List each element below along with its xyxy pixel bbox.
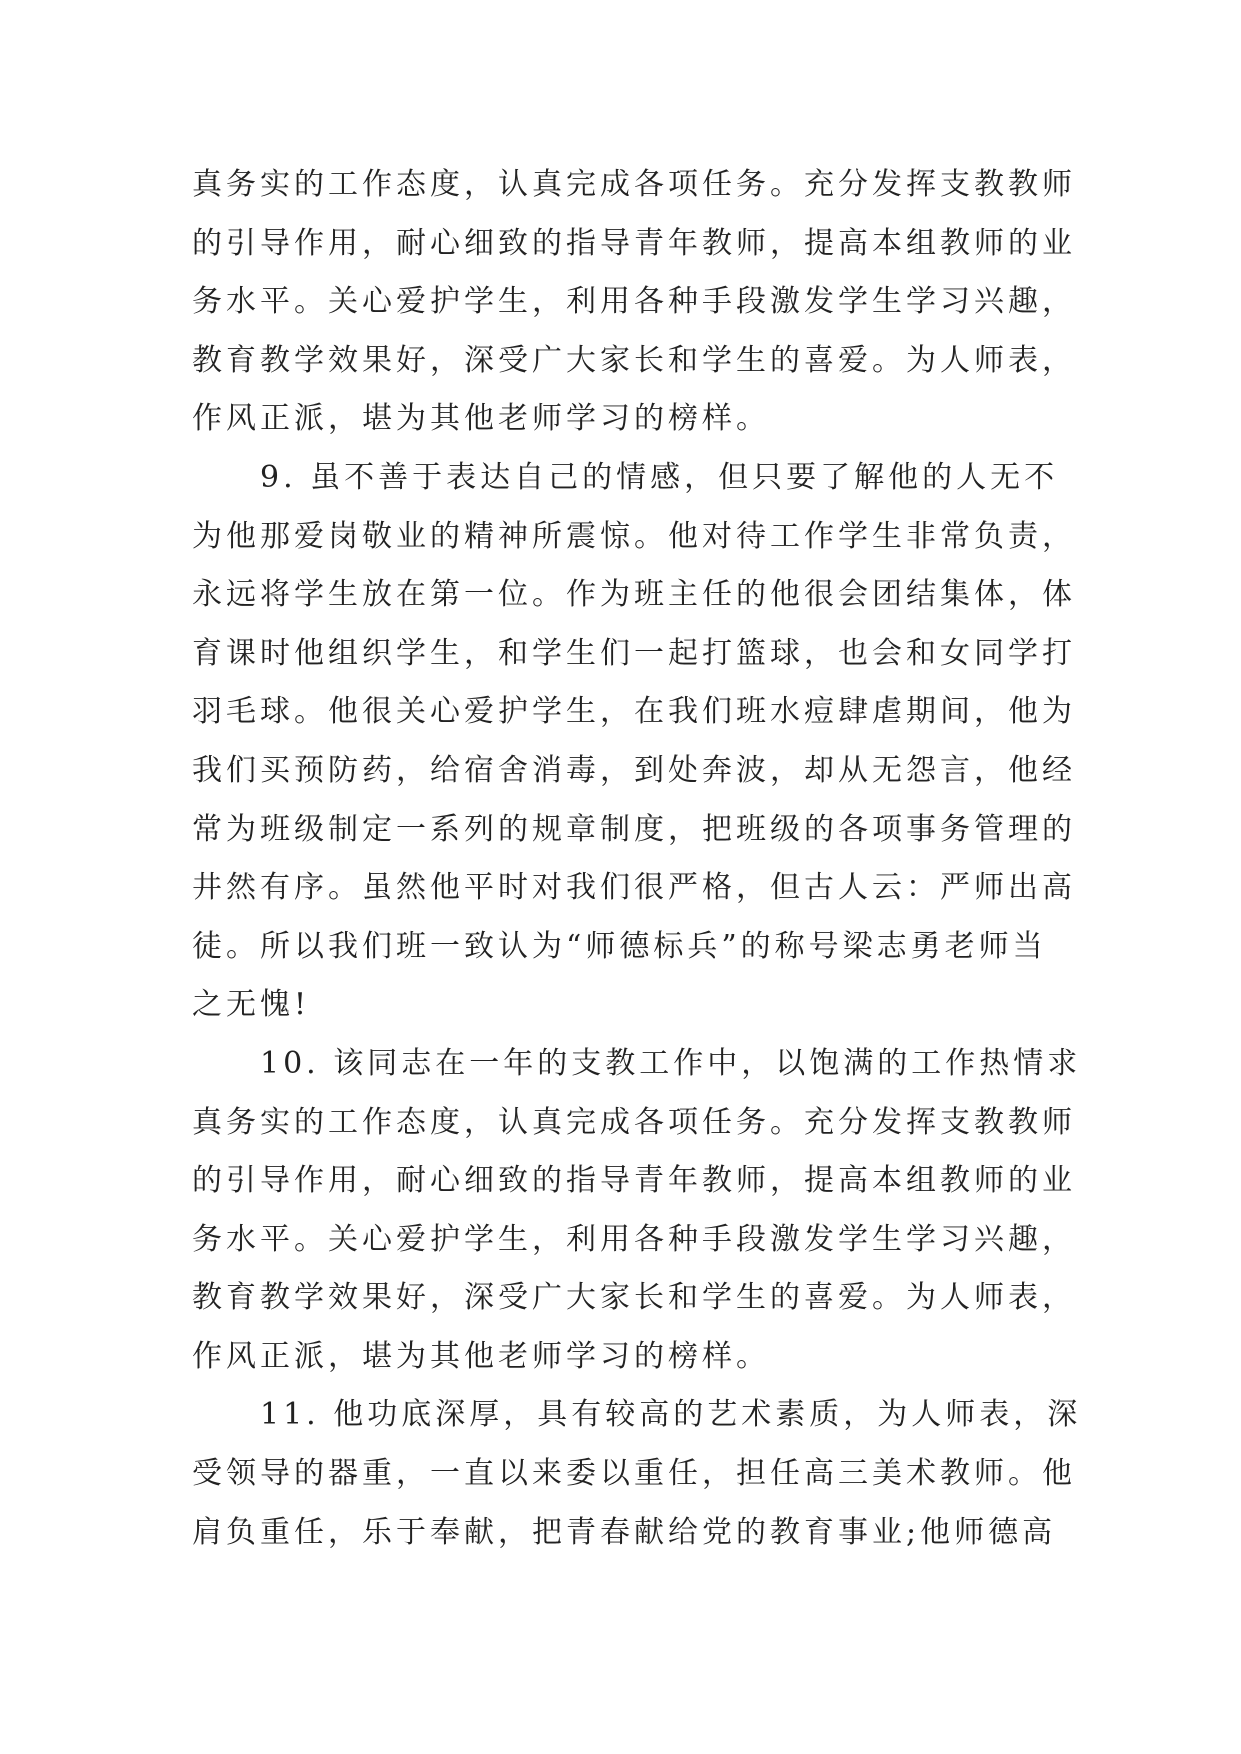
text-line: 为他那爱岗敬业的精神所震惊。他对待工作学生非常负责， xyxy=(192,518,1076,554)
text-line: 育课时他组织学生，和学生们一起打篮球，也会和女同学打 xyxy=(192,635,1076,671)
text-line: 11. 他功底深厚，具有较高的艺术素质，为人师表，深 xyxy=(192,1397,1082,1433)
text-line: 徒。所以我们班一致认为“师德标兵”的称号梁志勇老师当 xyxy=(192,928,1047,964)
text-line: 务水平。关心爱护学生，利用各种手段激发学生学习兴趣， xyxy=(192,1221,1076,1257)
text-line: 肩负重任，乐于奉献，把青春献给党的教育事业;他师德高 xyxy=(192,1514,1057,1550)
text-line: 教育教学效果好，深受广大家长和学生的喜爱。为人师表， xyxy=(192,342,1076,378)
text-line: 永远将学生放在第一位。作为班主任的他很会团结集体，体 xyxy=(192,577,1076,613)
text-line: 的引导作用，耐心细致的指导青年教师，提高本组教师的业 xyxy=(192,1163,1076,1199)
text-line: 真务实的工作态度，认真完成各项任务。充分发挥支教教师 xyxy=(192,1104,1076,1140)
text-line: 井然有序。虽然他平时对我们很严格，但古人云：严师出高 xyxy=(192,870,1076,906)
text-line: 我们买预防药，给宿舍消毒，到处奔波，却从无怨言，他经 xyxy=(192,752,1076,788)
text-line: 作风正派，堪为其他老师学习的榜样。 xyxy=(192,1338,770,1374)
text-line: 务水平。关心爱护学生，利用各种手段激发学生学习兴趣， xyxy=(192,284,1076,320)
text-line: 真务实的工作态度，认真完成各项任务。充分发挥支教教师 xyxy=(192,167,1076,202)
text-line: 之无愧! xyxy=(192,987,311,1023)
text-line: 常为班级制定一系列的规章制度，把班级的各项事务管理的 xyxy=(192,811,1076,847)
text-line: 作风正派，堪为其他老师学习的榜样。 xyxy=(192,401,770,437)
document-body xyxy=(192,156,1082,1562)
text-line: 羽毛球。他很关心爱护学生，在我们班水痘肆虐期间，他为 xyxy=(192,694,1076,730)
text-line: 10. 该同志在一年的支教工作中，以饱满的工作热情求 xyxy=(192,1045,1082,1081)
text-line: 受领导的器重，一直以来委以重任，担任高三美术教师。他 xyxy=(192,1456,1076,1492)
text-line: 教育教学效果好，深受广大家长和学生的喜爱。为人师表， xyxy=(192,1280,1076,1316)
text-line: 9. 虽不善于表达自己的情感，但只要了解他的人无不 xyxy=(192,459,1059,495)
text-line: 的引导作用，耐心细致的指导青年教师，提高本组教师的业 xyxy=(192,225,1076,261)
